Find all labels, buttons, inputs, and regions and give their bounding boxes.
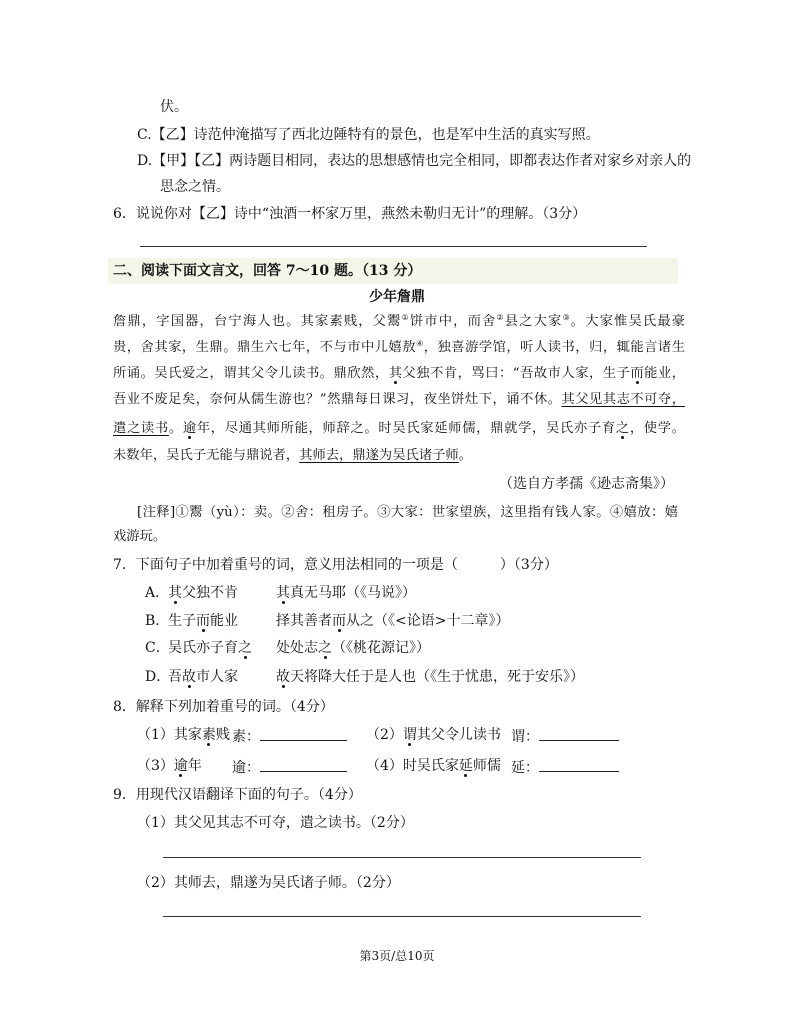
passage-line bbox=[113, 420, 685, 438]
answer-line bbox=[163, 857, 641, 858]
option-b-continuation: 伏。 bbox=[160, 99, 188, 115]
item-key: 素： bbox=[232, 729, 260, 745]
passage-text: 父独不肯，骂曰：“吾故市人家，生子 bbox=[402, 366, 631, 381]
page-footer: 第3页/总10页 bbox=[359, 949, 435, 963]
option-text: 父独不肯 bbox=[182, 585, 238, 601]
answer-line bbox=[163, 916, 641, 917]
passage-text: 能业， bbox=[644, 366, 686, 381]
option-text: 市人家 bbox=[196, 669, 238, 685]
question-text: 下面句子中加着重号的词，意义用法相同的一项是（ ）（3分） bbox=[135, 557, 558, 573]
passage-text: ，独喜游学馆，听人读书，归，辄能言诸生 bbox=[423, 340, 686, 355]
emphasis-char: 之 bbox=[318, 640, 332, 656]
q8-item-3-phrase bbox=[137, 757, 202, 775]
passage-text: 贵，舍其家，生鼎。鼎生六七年，不与市中儿嬉敖 bbox=[113, 340, 417, 355]
question-7 bbox=[113, 556, 558, 574]
item-key: 延： bbox=[511, 760, 539, 776]
passage-title: 少年詹鼎 bbox=[369, 289, 425, 305]
passage-text: 所诵。吴氏爱之，谓其父令儿读书。鼎欣然， bbox=[113, 366, 389, 381]
q8-item-3-answer bbox=[232, 757, 347, 775]
option-text: 能业 bbox=[210, 613, 238, 629]
passage-text: 。 bbox=[168, 421, 183, 436]
passage-text: 年，尽通其师所能，师辞之。时吴氏家延师儒，鼎就学，吴氏亦子育 bbox=[196, 421, 616, 436]
emphasis-char: 而 bbox=[332, 613, 346, 629]
item-key: 逾： bbox=[232, 760, 260, 776]
passage-line bbox=[113, 313, 685, 331]
emphasis-char: 逾 bbox=[173, 758, 188, 774]
option-text: 择其善者 bbox=[276, 613, 332, 629]
q8-item-4-phrase bbox=[366, 757, 501, 775]
passage-line bbox=[113, 365, 685, 383]
underlined-sentence: 遣之读书 bbox=[113, 421, 169, 436]
q7-option-b-left bbox=[168, 612, 238, 630]
passage-line bbox=[113, 447, 685, 465]
emphasis-char: 故 bbox=[276, 669, 290, 685]
emphasis-char: 之 bbox=[238, 640, 252, 656]
q8-item-2-answer bbox=[511, 726, 619, 744]
phrase-text: 其家 bbox=[173, 727, 202, 743]
emphasis-char: 延 bbox=[458, 758, 473, 774]
passage-text: 吾业不废足矣，奈何从儒生游也？”然鼎每日课习，夜坐饼灶下，诵不休。 bbox=[113, 392, 562, 407]
passage-text: ，使学。 bbox=[629, 421, 686, 436]
answer-blank bbox=[260, 726, 347, 741]
emphasis-char: 之 bbox=[615, 421, 630, 436]
q8-item-1-answer bbox=[232, 726, 347, 744]
phrase-text: 其父令儿读书 bbox=[416, 727, 501, 743]
q8-item-1-phrase bbox=[137, 726, 230, 744]
phrase-text: 师儒 bbox=[472, 758, 501, 774]
q7-option-d-letter: D． bbox=[145, 669, 171, 685]
item-label: （4） bbox=[366, 758, 403, 774]
passage-text: 。 bbox=[458, 448, 473, 463]
q7-option-d-left bbox=[168, 668, 238, 686]
answer-line bbox=[140, 246, 647, 247]
item-label: （1） bbox=[137, 727, 174, 743]
question-text: 说说你对【乙】诗中“浊酒一杯家万里，燕然未勒归无计”的理解。（3分） bbox=[135, 206, 587, 222]
question-number: 9． bbox=[113, 787, 136, 803]
annotation-notes: [注释]①鬻（yù）：卖。②舍：租房子。③大家：世家望族，这里指有钱人家。④嬉放：嬉 bbox=[137, 505, 678, 520]
q7-option-a-right bbox=[276, 584, 416, 602]
q9-item-2 bbox=[137, 874, 400, 892]
passage-text: 未数年，吴氏子无能与鼎说者， bbox=[113, 448, 300, 463]
phrase-text: 贱 bbox=[215, 727, 230, 743]
item-label: （3） bbox=[137, 758, 174, 774]
q7-option-d-right bbox=[276, 668, 584, 686]
answer-blank bbox=[539, 757, 619, 772]
option-text: 生子 bbox=[168, 613, 196, 629]
passage-text: 。大家惟吴氏最豪 bbox=[570, 314, 686, 329]
answer-blank bbox=[539, 726, 619, 741]
passage-text: 饼市中，而舍 bbox=[409, 314, 497, 329]
item-key: 谓： bbox=[511, 729, 539, 745]
option-text: 天将降大任于是人也（《生于忧患，死于安乐》） bbox=[290, 669, 584, 685]
option-text: 从之（《<论语>十二章》） bbox=[346, 613, 510, 629]
question-9 bbox=[113, 786, 362, 804]
question-6 bbox=[113, 205, 586, 223]
item-label: （2） bbox=[366, 727, 403, 743]
option-d bbox=[137, 152, 691, 170]
q8-item-4-answer bbox=[511, 757, 619, 775]
phrase-text: 年 bbox=[187, 758, 202, 774]
question-number: 6． bbox=[113, 206, 136, 222]
q7-option-b-letter: B． bbox=[145, 613, 170, 629]
emphasis-char: 素 bbox=[201, 727, 216, 743]
option-text: 吴氏亦子育 bbox=[168, 640, 238, 656]
footnote-marker: ③ bbox=[562, 313, 571, 322]
passage-source: （选自方孝孺《逊志斋集》） bbox=[499, 476, 674, 492]
item-text: 其父见其志不可夺，遣之读书。（2分） bbox=[173, 815, 414, 831]
emphasis-char: 而 bbox=[630, 366, 645, 381]
q7-option-a-letter: A． bbox=[145, 585, 170, 601]
option-text: 处处志 bbox=[276, 640, 318, 656]
emphasis-char: 逾 bbox=[182, 421, 197, 436]
q7-option-a-left bbox=[168, 584, 238, 602]
q8-item-2-phrase bbox=[366, 726, 501, 744]
question-number: 7． bbox=[113, 557, 136, 573]
option-text: （《桃花源记》） bbox=[332, 640, 430, 656]
passage-text: 詹鼎，字国器，台宁海人也。其家素贱，父鬻 bbox=[113, 314, 402, 329]
option-text: 吾 bbox=[168, 669, 182, 685]
emphasis-char: 谓 bbox=[402, 727, 417, 743]
item-label: （1） bbox=[137, 815, 174, 831]
question-number: 8． bbox=[113, 699, 136, 715]
underlined-sentence: 其师去，鼎遂为吴氏诸子师 bbox=[299, 448, 459, 463]
footnote-marker: ① bbox=[401, 313, 410, 322]
item-label: （2） bbox=[137, 875, 174, 891]
emphasis-char: 其 bbox=[388, 366, 403, 381]
section-heading: 二、阅读下面文言文，回答 7～10 题。（13 分） bbox=[113, 263, 422, 279]
passage-text: 县之大家 bbox=[504, 314, 563, 329]
annotation-notes-continuation: 戏游玩。 bbox=[113, 529, 167, 544]
emphasis-char: 故 bbox=[182, 669, 196, 685]
footnote-marker: ④ bbox=[416, 339, 424, 348]
option-text: 真无马耶（《马说》） bbox=[290, 585, 416, 601]
passage-line bbox=[113, 339, 685, 357]
option-text: 【乙】诗范仲淹描写了西北边陲特有的景色，也是军中生活的真实写照。 bbox=[151, 127, 600, 143]
phrase-text: 时吴氏家 bbox=[402, 758, 459, 774]
passage-line bbox=[113, 391, 685, 409]
option-c bbox=[137, 126, 600, 144]
emphasis-char: 其 bbox=[276, 585, 290, 601]
option-text: 【甲】【乙】两诗题目相同，表达的思想感情也完全相同，即都表达作者对家乡对亲人的 bbox=[152, 153, 692, 169]
q7-option-c-letter: C． bbox=[145, 640, 170, 656]
item-text: 其师去，鼎遂为吴氏诸子师。（2分） bbox=[173, 875, 400, 891]
question-text: 解释下列加着重号的词。（4分） bbox=[135, 699, 334, 715]
footnote-marker: ② bbox=[496, 313, 505, 322]
q7-option-c-right bbox=[276, 639, 430, 657]
option-letter: C. bbox=[137, 127, 152, 143]
q9-item-1 bbox=[137, 814, 414, 832]
option-d-continuation: 思念之情。 bbox=[160, 179, 230, 195]
option-letter: D. bbox=[137, 153, 153, 169]
q7-option-c-left bbox=[168, 639, 252, 657]
q7-option-b-right bbox=[276, 612, 509, 630]
question-text: 用现代汉语翻译下面的句子。（4分） bbox=[135, 787, 362, 803]
emphasis-char: 其 bbox=[168, 585, 182, 601]
answer-blank bbox=[260, 757, 347, 772]
underlined-sentence: 其父见其志不可夺， bbox=[561, 392, 686, 407]
question-8 bbox=[113, 698, 334, 716]
emphasis-char: 而 bbox=[196, 613, 210, 629]
